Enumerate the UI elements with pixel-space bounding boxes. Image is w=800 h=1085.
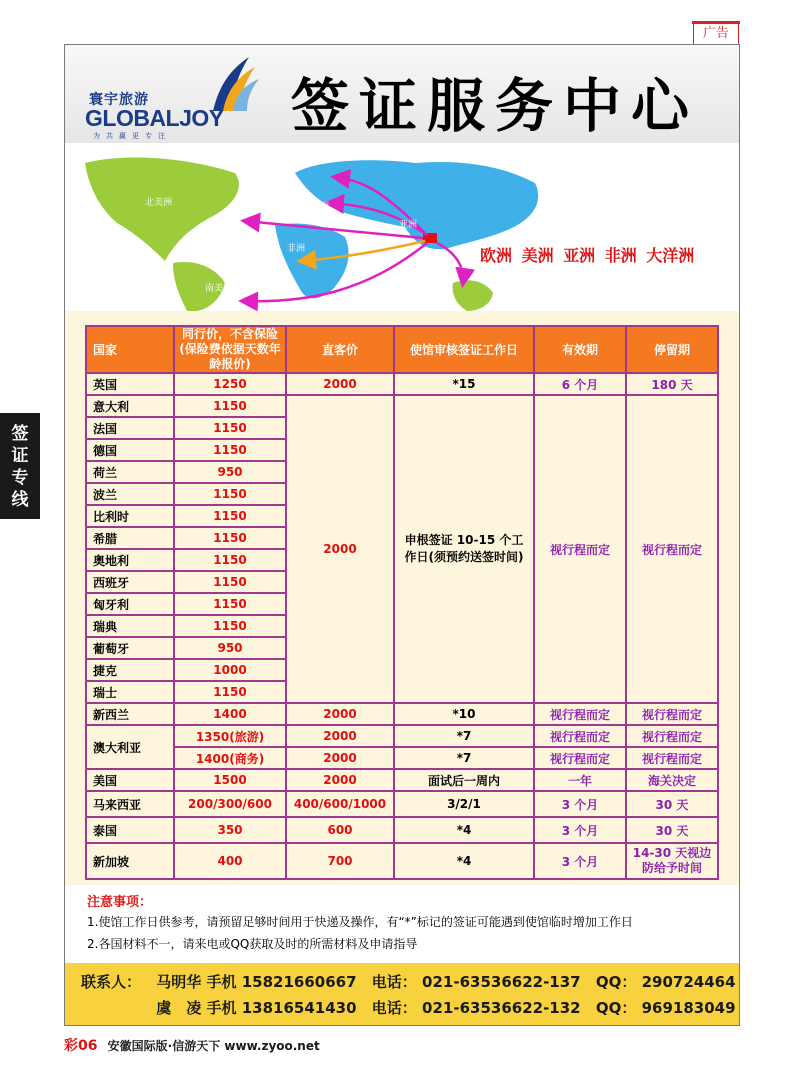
cell-validity: 视行程而定	[534, 747, 626, 769]
cell-country: 瑞士	[86, 681, 174, 703]
footer-text: 安徽国际版·信游天下 www.zyoo.net	[107, 1039, 320, 1053]
cell-validity: 3 个月	[534, 843, 626, 879]
cell-validity: 3 个月	[534, 791, 626, 817]
cell-agent-price: 1150	[174, 505, 286, 527]
logo-english: GLOBALJOY	[85, 105, 224, 131]
cell-stay: 14-30 天视边防给予时间	[626, 843, 718, 879]
cell-agent-price: 1150	[174, 527, 286, 549]
cell-agent-price: 1150	[174, 483, 286, 505]
phone-number: 021-63536622-132	[422, 999, 581, 1017]
cell-stay: 30 天	[626, 817, 718, 843]
page-title: 签证服务中心	[291, 72, 700, 140]
cell-agent-price: 1150	[174, 549, 286, 571]
cell-validity: 视行程而定	[534, 725, 626, 747]
cell-direct-price: 2000	[286, 747, 394, 769]
contact-bar	[65, 963, 739, 1025]
cell-work-days: 面试后一周内	[394, 769, 534, 791]
table-row	[86, 817, 718, 843]
cell-country: 奥地利	[86, 549, 174, 571]
table-row	[86, 791, 718, 817]
label-north-america: 北美洲	[145, 198, 173, 208]
table-row	[86, 747, 718, 769]
qq-number: 969183049	[641, 999, 736, 1017]
continents-text: 欧洲 美洲 亚洲 非洲 大洋洲	[480, 246, 695, 265]
cell-work-days: *4	[394, 817, 534, 843]
cell-work-days: *7	[394, 747, 534, 769]
visa-price-table	[85, 325, 719, 880]
cell-agent-price: 1150	[174, 395, 286, 417]
cell-country: 比利时	[86, 505, 174, 527]
cell-work-days: *7	[394, 725, 534, 747]
label-asia: 亚洲	[399, 220, 418, 230]
logo-chinese: 寰宇旅游	[89, 92, 149, 108]
qq-label: QQ：	[595, 999, 637, 1017]
ad-frame	[64, 44, 740, 1026]
header	[65, 45, 739, 143]
mobile-number: 13816541430	[241, 999, 357, 1017]
cell-stay: 视行程而定	[626, 703, 718, 725]
cell-agent-price: 950	[174, 461, 286, 483]
cell-stay: 视行程而定	[626, 747, 718, 769]
cell-agent-price: 200/300/600	[174, 791, 286, 817]
cell-work-days: *10	[394, 703, 534, 725]
contact-name: 马明华	[156, 973, 202, 991]
table-row	[86, 395, 718, 417]
header-direct-price: 直客价	[286, 326, 394, 373]
cell-agent-price: 1500	[174, 769, 286, 791]
cell-stay: 180 天	[626, 373, 718, 395]
table-row	[86, 373, 718, 395]
cell-agent-price: 1150	[174, 593, 286, 615]
cell-agent-price: 400	[174, 843, 286, 879]
contact-row	[81, 971, 736, 992]
cell-work-days: *4	[394, 843, 534, 879]
cell-agent-price: 1150	[174, 417, 286, 439]
qq-label: QQ：	[595, 973, 637, 991]
phone-number: 021-63536622-137	[422, 973, 581, 991]
cell-work-days: *15	[394, 373, 534, 395]
ad-label: 广告	[693, 22, 739, 46]
table-row	[86, 703, 718, 725]
cell-agent-price: 1250	[174, 373, 286, 395]
cell-agent-price: 1150	[174, 615, 286, 637]
page-number: 彩06	[64, 1038, 98, 1054]
cell-agent-price: 1400	[174, 703, 286, 725]
mobile-label: 手机	[206, 973, 237, 991]
header-agent-price: 同行价，不含保险(保险费依据天数年龄报价)	[174, 326, 286, 373]
label-south-america: 南美洲	[205, 284, 233, 294]
cell-country: 荷兰	[86, 461, 174, 483]
cell-validity: 视行程而定	[534, 703, 626, 725]
cell-stay: 视行程而定	[626, 395, 718, 703]
note-item: 1.使馆工作日供参考，请预留足够时间用于快递及操作，有“*”标记的签证可能遇到使馆临时增加工作日	[87, 915, 633, 929]
footer	[64, 1035, 320, 1055]
table-row	[86, 769, 718, 791]
note-item: 2.各国材料不一，请来电或QQ获取及时的所需材料及申请指导	[87, 937, 418, 951]
contact-row	[81, 997, 736, 1018]
cell-agent-price: 1150	[174, 681, 286, 703]
cell-country: 波兰	[86, 483, 174, 505]
cell-direct-price: 600	[286, 817, 394, 843]
label-africa: 非洲	[287, 244, 306, 254]
cell-work-days: 3/2/1	[394, 791, 534, 817]
cell-direct-price: 2000	[286, 769, 394, 791]
cell-country: 马来西亚	[86, 791, 174, 817]
cell-country: 捷克	[86, 659, 174, 681]
phone-label: 电话：	[371, 973, 417, 991]
cell-direct-price: 2000	[286, 703, 394, 725]
mobile-number: 15821660667	[241, 973, 357, 991]
header-work-days: 使馆审核签证工作日	[394, 326, 534, 373]
cell-validity: 6 个月	[534, 373, 626, 395]
world-map	[65, 143, 739, 311]
cell-country: 法国	[86, 417, 174, 439]
logo-slogan: 为共赢更专注	[93, 132, 171, 140]
cell-agent-price: 350	[174, 817, 286, 843]
phone-label: 电话：	[371, 999, 417, 1017]
cell-country: 新西兰	[86, 703, 174, 725]
mobile-label: 手机	[206, 999, 237, 1017]
cell-country: 瑞典	[86, 615, 174, 637]
cell-direct-price: 2000	[286, 373, 394, 395]
cell-agent-price: 1150	[174, 439, 286, 461]
cell-direct-price: 700	[286, 843, 394, 879]
cell-country: 匈牙利	[86, 593, 174, 615]
cell-country: 新加坡	[86, 843, 174, 879]
label-europe: 欧洲	[311, 202, 330, 212]
side-label-text: 签证专线	[11, 424, 29, 510]
cell-country: 美国	[86, 769, 174, 791]
cell-agent-price: 950	[174, 637, 286, 659]
cell-validity: 视行程而定	[534, 395, 626, 703]
header-country: 国家	[86, 326, 174, 373]
contact-label: 联系人：	[81, 973, 142, 991]
cell-country: 葡萄牙	[86, 637, 174, 659]
cell-country: 英国	[86, 373, 174, 395]
cell-country: 澳大利亚	[86, 725, 174, 769]
notes-title: 注意事项：	[87, 895, 153, 910]
notes-section	[65, 885, 739, 963]
header-validity: 有效期	[534, 326, 626, 373]
cell-direct-price: 2000	[286, 395, 394, 703]
cell-country: 希腊	[86, 527, 174, 549]
table-row	[86, 725, 718, 747]
cell-validity: 一年	[534, 769, 626, 791]
cell-country: 西班牙	[86, 571, 174, 593]
cell-country: 德国	[86, 439, 174, 461]
cell-stay: 30 天	[626, 791, 718, 817]
cell-work-days: 申根签证 10-15 个工作日(须预约送签时间)	[394, 395, 534, 703]
qq-number: 290724464	[641, 973, 736, 991]
table-row	[86, 843, 718, 879]
cell-direct-price: 2000	[286, 725, 394, 747]
cell-agent-price: 1350(旅游)	[174, 725, 286, 747]
cell-direct-price: 400/600/1000	[286, 791, 394, 817]
cell-stay: 视行程而定	[626, 725, 718, 747]
cell-agent-price: 1400(商务)	[174, 747, 286, 769]
cell-country: 泰国	[86, 817, 174, 843]
header-stay: 停留期	[626, 326, 718, 373]
cell-agent-price: 1150	[174, 571, 286, 593]
side-label	[0, 413, 40, 519]
contact-name: 虞 凌	[156, 999, 202, 1017]
cell-agent-price: 1000	[174, 659, 286, 681]
cell-country: 意大利	[86, 395, 174, 417]
cell-stay: 海关决定	[626, 769, 718, 791]
cell-validity: 3 个月	[534, 817, 626, 843]
visa-table-panel	[65, 311, 739, 885]
